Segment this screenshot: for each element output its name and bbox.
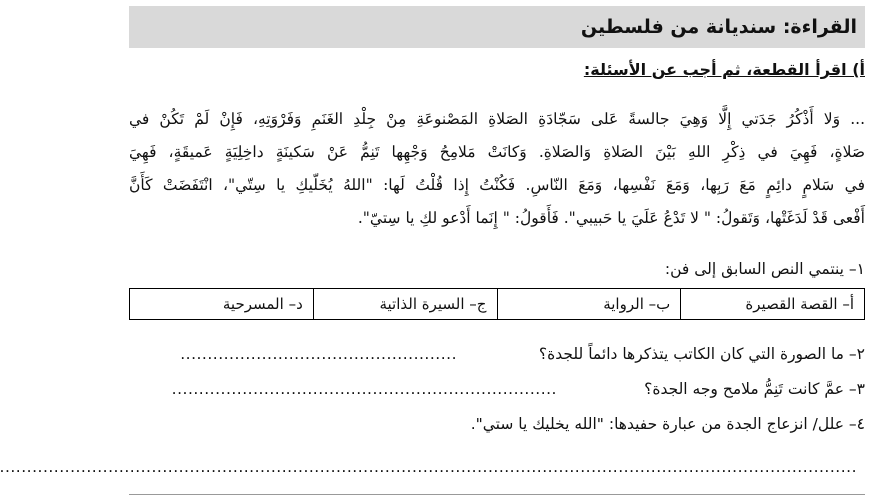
question-2-answer-line[interactable]: ................................................... xyxy=(180,345,457,363)
choice-d[interactable]: د– المسرحية xyxy=(130,289,314,320)
passage-line-1: ... وَلا أَذْكُرُ جَدَتي إِلَّا وَهِيَ جالسةً عَلى سَجّادَةِ الصَلاةِ المَصْنوعَةِ مِنْ جِلْدِ الغَنَمِ وَفَرْوَتِهِ، فَإِنْ لَمْ تَكُنْ في xyxy=(129,110,865,128)
question-4: ٤– علل/ انزعاج الجدة من عبارة حفيدها: "الله يخليك يا ستي". xyxy=(470,415,865,433)
bottom-divider xyxy=(129,494,865,495)
question-4-answer-line[interactable]: .............................................................................................................................................................. xyxy=(0,458,857,476)
section-header xyxy=(129,6,865,48)
passage-line-2: صَلاةٍ، فَهِيَ في ذِكْرِ اللهِ بَيْنَ الصَلاةِ وَالصَلاةِ. وَكانَتْ مَلامِحُ وَجْهِها تَنِمُّ عَنْ سَكينَةٍ داخِلِيَةٍ عَميقَةٍ، فَهِيَ xyxy=(129,143,865,161)
choice-b[interactable]: ب– الرواية xyxy=(497,289,681,320)
choice-c[interactable]: ج– السيرة الذاتية xyxy=(313,289,497,320)
choice-a[interactable]: أ– القصة القصيرة xyxy=(681,289,865,320)
passage-line-3: في سَلامٍ دائِمٍ مَعَ رَبِها، وَمَعَ نَفْسِها، وَمَعَ النّاسِ. فَكُنْتُ إِذا قُلْتُ لَها: "اللهُ يُخَلّيكِ يا سِتّي"، انْتَفَضَتْ كَأَنَّ xyxy=(129,176,865,194)
section-title: القراءة: سنديانة من فلسطين xyxy=(580,16,857,38)
question-3: ٣– عمَّ كانت تَنِمُّ ملامح وجه الجدة؟ xyxy=(644,380,865,398)
answer-choices-table xyxy=(129,288,865,320)
question-3-answer-line[interactable]: ....................................................................... xyxy=(171,380,557,398)
question-2: ٢– ما الصورة التي كان الكاتب يتذكرها دائماً للجدة؟ xyxy=(538,345,865,363)
question-1: ١– ينتمي النص السابق إلى فن: xyxy=(664,260,865,278)
passage-line-4: أَفْعى قَدْ لَدَغَتْها، وَتَقولُ: " لا تَدْعُ عَلَيَ يا حَبيبي". فَأَقولُ: " إِنَما أَدْعو لكِ يا سِتيّ". xyxy=(357,209,865,227)
instruction-heading: أ) اقرأ القطعة، ثم أجب عن الأسئلة: xyxy=(583,60,865,79)
